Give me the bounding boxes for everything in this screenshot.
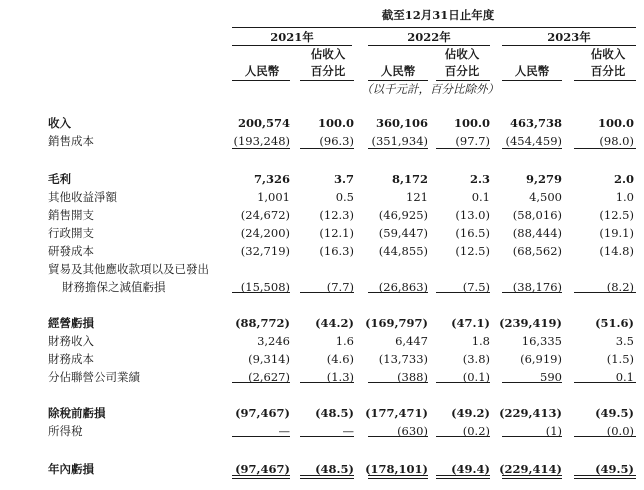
cell-2022-pct: (47.1): [451, 316, 490, 330]
cell-2022-pct: (16.5): [455, 226, 490, 240]
cell-2021-rmb: 3,246: [257, 334, 290, 348]
cell-2023-rmb: 463,738: [509, 116, 562, 130]
rule-total-2: [300, 475, 354, 479]
cell-2023-pct: (49.5): [595, 406, 634, 420]
cell-2022-pct: 2.3: [469, 172, 490, 186]
cell-2021-rmb: (2,627): [248, 370, 290, 384]
cell-2021-pct: —: [342, 424, 354, 438]
cell-2023-rmb: (229,414): [499, 462, 562, 476]
rule-cost-of-sales-1: [232, 148, 290, 149]
rule-associates-2: [300, 382, 354, 383]
cell-2023-rmb: 4,500: [529, 190, 562, 204]
row-label: 行政開支: [48, 226, 94, 240]
cell-2022-rmb: (388): [397, 370, 428, 384]
rule-total-3: [368, 475, 428, 479]
cell-2022-pct: (97.7): [455, 134, 490, 148]
cell-2021-rmb: (24,200): [240, 226, 290, 240]
cell-2021-rmb: —: [278, 424, 290, 438]
cell-2023-pct: (98.0): [599, 134, 634, 148]
cell-2023-rmb: (38,176): [512, 280, 562, 294]
rule-impairment-4: [436, 292, 490, 293]
cell-2021-pct: (4.6): [326, 352, 354, 366]
unit-note: （以千元計，百分比除外）: [361, 82, 499, 96]
row-label: 經營虧損: [48, 316, 94, 330]
rule-associates-5: [502, 382, 562, 383]
rule-associates-6: [574, 382, 636, 383]
cell-2023-pct: (1.5): [606, 352, 634, 366]
pct-2022-line1: 佔收入: [444, 47, 480, 61]
rule-income-tax-2: [300, 436, 354, 437]
cell-2023-pct: 3.5: [615, 334, 634, 348]
row-label: 年內虧損: [48, 462, 94, 476]
cell-2022-pct: 100.0: [453, 116, 490, 130]
cell-2021-pct: 3.7: [333, 172, 354, 186]
row-label: 財務收入: [48, 334, 94, 348]
cell-2023-rmb: (239,419): [499, 316, 562, 330]
rule-impairment-2: [300, 292, 354, 293]
rule-income-tax-6: [574, 436, 636, 437]
row-label: 除稅前虧損: [48, 406, 106, 420]
cell-2023-pct: (12.5): [599, 208, 634, 222]
rule-cost-of-sales-5: [502, 148, 562, 149]
cell-2022-rmb: 8,172: [391, 172, 428, 186]
cell-2021-rmb: (15,508): [240, 280, 290, 294]
cell-2021-rmb: 1,001: [257, 190, 290, 204]
cell-2021-rmb: 7,326: [253, 172, 290, 186]
year-2023-header: 2023年: [547, 30, 591, 44]
cell-2023-rmb: 16,335: [521, 334, 562, 348]
row-label: 銷售成本: [48, 134, 94, 148]
cell-2023-pct: 1.0: [615, 190, 634, 204]
cell-2021-pct: 0.5: [335, 190, 354, 204]
cell-2023-pct: 2.0: [613, 172, 634, 186]
row-label: 財務擔保之減值虧損: [62, 280, 166, 294]
rule-income-tax-3: [368, 436, 428, 437]
rule-cost-of-sales-6: [574, 148, 636, 149]
cell-2022-pct: 1.8: [471, 334, 490, 348]
rule-total-1: [232, 475, 290, 479]
row-label: 研發成本: [48, 244, 94, 258]
cell-2023-pct: (49.5): [595, 462, 634, 476]
cell-2022-pct: (0.2): [462, 424, 490, 438]
pct-2023-line2: 百分比: [590, 64, 626, 78]
row-label: 銷售開支: [48, 208, 94, 222]
rule-income-tax-4: [436, 436, 490, 437]
cell-2022-pct: (12.5): [455, 244, 490, 258]
row-label: 貿易及其他應收款項以及已發出: [48, 262, 209, 276]
cell-2022-pct: (13.0): [455, 208, 490, 222]
cell-2022-rmb: (177,471): [365, 406, 428, 420]
rule-cost-of-sales-3: [368, 148, 428, 149]
cell-2021-rmb: (32,719): [240, 244, 290, 258]
row-label: 其他收益淨額: [48, 190, 117, 204]
cell-2023-pct: 100.0: [597, 116, 634, 130]
rule-impairment-6: [574, 292, 636, 293]
period-title: 截至12月31日止年度: [381, 8, 495, 22]
cell-2022-rmb: (26,863): [378, 280, 428, 294]
row-label: 所得稅: [48, 424, 83, 438]
cell-2022-rmb: 121: [406, 190, 428, 204]
cell-2022-pct: (3.8): [462, 352, 490, 366]
cell-2023-rmb: (454,459): [505, 134, 562, 148]
rule-impairment-3: [368, 292, 428, 293]
cell-2022-pct: (7.5): [462, 280, 490, 294]
cell-2021-rmb: (88,772): [235, 316, 290, 330]
rule-income-tax-1: [232, 436, 290, 437]
cell-2023-pct: (14.8): [599, 244, 634, 258]
rule-total-4: [436, 475, 490, 479]
currency-2022: 人民幣: [380, 64, 416, 78]
rule-associates-1: [232, 382, 290, 383]
cell-2022-pct: (49.4): [451, 462, 490, 476]
rule-cost-of-sales-4: [436, 148, 490, 149]
cell-2021-pct: (48.5): [315, 462, 354, 476]
cell-2021-pct: (16.3): [319, 244, 354, 258]
cell-2023-pct: 0.1: [615, 370, 634, 384]
rule-associates-3: [368, 382, 428, 383]
cell-2021-rmb: (193,248): [233, 134, 290, 148]
cell-2022-rmb: (178,101): [365, 462, 428, 476]
cell-2021-pct: (44.2): [315, 316, 354, 330]
cell-2021-pct: 1.6: [335, 334, 354, 348]
cell-2022-rmb: (351,934): [371, 134, 428, 148]
rule-income-tax-5: [502, 436, 562, 437]
cell-2022-rmb: (59,447): [378, 226, 428, 240]
cell-2021-rmb: (24,672): [240, 208, 290, 222]
pct-2021-line1: 佔收入: [310, 47, 346, 61]
cell-2021-pct: (48.5): [315, 406, 354, 420]
cell-2022-rmb: 6,447: [395, 334, 428, 348]
rule-associates-4: [436, 382, 490, 383]
year-2022-header: 2022年: [407, 30, 451, 44]
cell-2022-pct: (49.2): [451, 406, 490, 420]
cell-2023-pct: (51.6): [595, 316, 634, 330]
cell-2021-pct: (12.1): [319, 226, 354, 240]
cell-2021-pct: (7.7): [326, 280, 354, 294]
cell-2023-pct: (0.0): [606, 424, 634, 438]
cell-2023-rmb: (88,444): [512, 226, 562, 240]
cell-2023-rmb: (58,016): [512, 208, 562, 222]
currency-2021: 人民幣: [244, 64, 280, 78]
rule-total-6: [574, 475, 636, 479]
rule-total-5: [502, 475, 562, 479]
row-label: 毛利: [48, 172, 71, 186]
row-label: 分佔聯營公司業績: [48, 370, 140, 384]
cell-2022-rmb: (44,855): [378, 244, 428, 258]
cell-2022-rmb: (169,797): [365, 316, 428, 330]
cell-2023-rmb: (68,562): [512, 244, 562, 258]
cell-2023-rmb: (229,413): [499, 406, 562, 420]
cell-2023-rmb: 9,279: [525, 172, 562, 186]
row-label: 財務成本: [48, 352, 94, 366]
cell-2023-pct: (8.2): [606, 280, 634, 294]
cell-2023-rmb: (6,919): [520, 352, 562, 366]
cell-2022-rmb: 360,106: [375, 116, 428, 130]
cell-2022-rmb: (46,925): [378, 208, 428, 222]
year-2021-header: 2021年: [270, 30, 314, 44]
cell-2021-pct: (12.3): [319, 208, 354, 222]
cell-2021-rmb: (97,467): [235, 462, 290, 476]
pct-2021-line2: 百分比: [310, 64, 346, 78]
rule-cost-of-sales-2: [300, 148, 354, 149]
cell-2021-rmb: (97,467): [235, 406, 290, 420]
cell-2022-pct: (0.1): [462, 370, 490, 384]
row-label: 收入: [48, 116, 71, 130]
cell-2023-rmb: 590: [540, 370, 562, 384]
cell-2022-pct: 0.1: [471, 190, 490, 204]
pct-2022-line2: 百分比: [444, 64, 480, 78]
currency-2023: 人民幣: [514, 64, 550, 78]
rule-impairment-5: [502, 292, 562, 293]
cell-2021-pct: 100.0: [317, 116, 354, 130]
cell-2022-rmb: (13,733): [378, 352, 428, 366]
cell-2021-pct: (1.3): [326, 370, 354, 384]
cell-2023-pct: (19.1): [599, 226, 634, 240]
rule-impairment-1: [232, 292, 290, 293]
pct-2023-line1: 佔收入: [590, 47, 626, 61]
cell-2022-rmb: (630): [397, 424, 428, 438]
cell-2021-pct: (96.3): [319, 134, 354, 148]
cell-2023-rmb: (1): [545, 424, 562, 438]
cell-2021-rmb: 200,574: [237, 116, 290, 130]
cell-2021-rmb: (9,314): [248, 352, 290, 366]
